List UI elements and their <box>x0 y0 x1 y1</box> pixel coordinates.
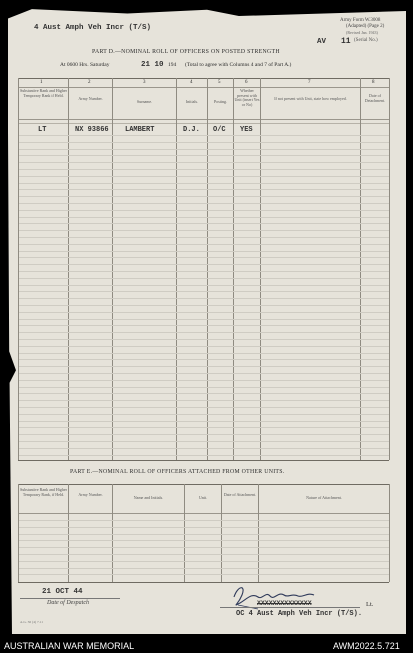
ruled-line <box>19 534 389 535</box>
ruled-line <box>19 319 389 320</box>
ruled-line <box>19 183 389 184</box>
signature-unit: OC 4 Aust Amph Veh Incr (T/S). <box>236 610 363 618</box>
ruled-line <box>19 176 389 177</box>
cell-initials: D.J. <box>183 126 200 134</box>
ruled-line <box>19 291 389 292</box>
ruled-line <box>19 568 389 569</box>
part-d-note: (Total to agree with Columns 4 and 7 of Part A.) <box>185 62 292 68</box>
form-revised: (Revised Jan. 1943) <box>346 30 378 35</box>
ruled-line <box>19 217 389 218</box>
archive-name: AUSTRALIAN WAR MEMORIAL <box>4 641 135 651</box>
ruled-line <box>19 203 389 204</box>
cell-present: YES <box>240 126 253 134</box>
ruled-line <box>19 441 389 442</box>
ruled-line <box>19 346 389 347</box>
ruled-line <box>19 142 389 143</box>
ruled-line <box>19 196 389 197</box>
header-posting: Posting. <box>213 99 227 104</box>
col-number-7: 7 <box>308 80 311 85</box>
ruled-line <box>19 574 389 575</box>
ruled-line <box>19 189 389 190</box>
part-d-year: 194 <box>168 62 177 68</box>
archive-footer <box>0 638 413 653</box>
col-number-5: 5 <box>218 80 221 85</box>
serial-av: AV <box>317 38 327 46</box>
ruled-line <box>19 271 389 272</box>
ruled-line <box>19 169 389 170</box>
part-e-title: PART E.—NOMINAL ROLL OF OFFICERS ATTACHED FROM OTHER UNITS. <box>70 469 285 475</box>
ruled-line <box>19 149 389 150</box>
despatch-date: 21 OCT 44 <box>42 588 83 596</box>
ruled-line <box>19 278 389 279</box>
header-army-number: Army Number. <box>78 96 103 101</box>
e-header-date-attachment: Date of Attachment. <box>223 492 257 497</box>
e-header-army-number: Army Number. <box>78 492 103 497</box>
part-d-time-prefix: At 0600 Hrs. Saturday <box>60 62 110 68</box>
ruled-line <box>19 448 389 449</box>
part-d-date: 21 10 <box>141 61 164 69</box>
ruled-line <box>19 561 389 562</box>
header-initials: Initials. <box>185 99 199 104</box>
cell-rank: LT <box>38 126 47 134</box>
cell-posting: O/C <box>213 126 226 134</box>
print-code: A.G. 36 (4) 7.11 <box>20 620 44 624</box>
e-header-name: Name and Initials. <box>133 495 164 500</box>
ruled-line <box>19 400 389 401</box>
ruled-line <box>19 135 389 136</box>
ruled-line <box>19 547 389 548</box>
ruled-line <box>19 312 389 313</box>
cell-surname: LAMBERT <box>125 126 155 134</box>
ruled-line <box>19 520 389 521</box>
ruled-line <box>19 230 389 231</box>
col-number-6: 6 <box>245 80 248 85</box>
ruled-line <box>19 407 389 408</box>
ruled-line <box>19 339 389 340</box>
col-number-4: 4 <box>190 80 193 85</box>
ruled-line <box>19 162 389 163</box>
unit-name: 4 Aust Amph Veh Incr (T/S) <box>34 24 152 32</box>
ruled-line <box>19 285 389 286</box>
ruled-line <box>19 223 389 224</box>
e-header-rank: Substantive Rank and Higher Temporary Rank, if Held. <box>20 487 67 497</box>
part-d-title: PART D.—NOMINAL ROLL OF OFFICERS ON POSTED STRENGTH <box>92 49 280 55</box>
ruled-line <box>19 393 389 394</box>
ruled-line <box>19 455 389 456</box>
header-present: Whether present with Unit (insert Yes or No) <box>234 88 260 107</box>
col-number-3: 3 <box>143 80 146 85</box>
ruled-line <box>19 244 389 245</box>
e-header-nature: Nature of Attachment. <box>306 495 342 500</box>
ruled-line <box>19 527 389 528</box>
ruled-line <box>19 155 389 156</box>
header-surname: Surname. <box>136 99 153 104</box>
ruled-line <box>19 554 389 555</box>
ruled-line <box>19 257 389 258</box>
ruled-line <box>19 366 389 367</box>
ruled-line <box>19 332 389 333</box>
form-adopted: (Adapted) (Page 2) <box>346 24 385 29</box>
struck-rank: XXXXXXXXXXXXXX <box>257 600 312 607</box>
despatch-label: Date of Despatch <box>47 600 89 606</box>
ruled-line <box>19 210 389 211</box>
cell-army-number: NX 93866 <box>75 126 109 134</box>
ruled-line <box>19 325 389 326</box>
header-date-detachment: Date of Detachment. <box>364 93 386 103</box>
serial-label: (Serial No.) <box>354 38 378 43</box>
ruled-line <box>19 305 389 306</box>
ruled-line <box>19 359 389 360</box>
ruled-line <box>19 373 389 374</box>
archive-ref: AWM2022.5.721 <box>333 641 400 651</box>
rank-suffix: Lt. <box>366 601 374 608</box>
e-header-unit: Unit. <box>198 495 208 500</box>
form-number: Army Form W.3008 <box>340 18 381 23</box>
ruled-line <box>19 427 389 428</box>
header-not-present: If not present with Unit, state how employed. <box>274 96 347 101</box>
ruled-line <box>19 380 389 381</box>
ruled-line <box>19 298 389 299</box>
ruled-line <box>19 540 389 541</box>
header-rank: Substantive Rank and Higher Temporary Rank if Held. <box>20 88 67 98</box>
ruled-line <box>19 414 389 415</box>
serial-number: 11 <box>341 37 351 46</box>
ruled-line <box>19 421 389 422</box>
col-number-8: 8 <box>372 80 375 85</box>
ruled-line <box>19 387 389 388</box>
ruled-line <box>19 237 389 238</box>
ruled-line <box>19 251 389 252</box>
ruled-line <box>19 264 389 265</box>
ruled-line <box>19 353 389 354</box>
col-number-1: 1 <box>40 80 43 85</box>
col-number-2: 2 <box>88 80 91 85</box>
ruled-line <box>19 434 389 435</box>
